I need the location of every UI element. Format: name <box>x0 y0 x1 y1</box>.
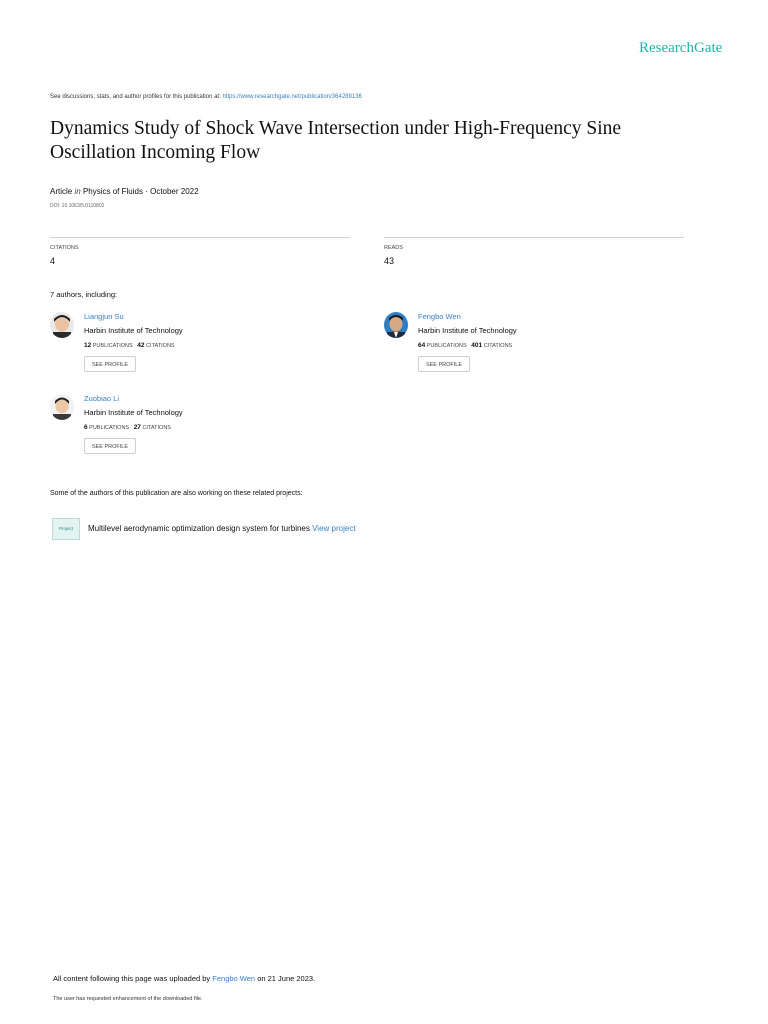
author-card <box>50 312 350 382</box>
journal-name: Physics of Fluids <box>82 187 143 196</box>
publications-label: PUBLICATIONS <box>426 343 467 349</box>
upload-note <box>53 974 315 983</box>
author-name[interactable]: Zuobiao Li <box>84 394 120 403</box>
author-name[interactable]: Fengbo Wen <box>418 312 461 321</box>
citations-label: CITATIONS <box>146 343 175 349</box>
publications-label: PUBLICATIONS <box>89 425 130 431</box>
enhancement-note: The user has requested enhancement of the downloaded file. <box>53 996 203 1002</box>
reads-divider <box>384 237 684 238</box>
publication-date: · October 2022 <box>145 187 199 196</box>
avatar[interactable] <box>50 394 74 420</box>
publications-label: PUBLICATIONS <box>92 343 133 349</box>
reads-label: READS <box>384 245 403 251</box>
see-profile-button[interactable]: SEE PROFILE <box>84 438 136 454</box>
project-entry <box>88 524 356 533</box>
citations-divider <box>50 237 350 238</box>
see-profile-button[interactable]: SEE PROFILE <box>418 356 470 372</box>
author-card <box>384 312 684 382</box>
publication-meta <box>50 187 199 196</box>
citations-label: CITATIONS <box>483 343 513 349</box>
publications-count: 12 <box>84 342 92 349</box>
title-line-1: Dynamics Study of Shock Wave Intersection under High-Frequency Sine <box>50 118 622 139</box>
title-line-2: Oscillation Incoming Flow <box>50 142 261 163</box>
uploader-link[interactable]: Fengbo Wen <box>212 974 256 983</box>
avatar[interactable] <box>50 312 74 338</box>
related-projects-heading: Some of the authors of this publication are also working on these related projects: <box>50 490 303 497</box>
author-institution: Harbin Institute of Technology <box>84 326 183 335</box>
author-stats <box>84 424 171 431</box>
author-institution: Harbin Institute of Technology <box>84 408 183 417</box>
citations-label: CITATIONS <box>50 245 79 251</box>
citations-count: 27 <box>133 424 141 431</box>
researchgate-logo[interactable]: ResearchGate <box>639 40 723 56</box>
author-name[interactable]: Liangjun Su <box>84 312 124 321</box>
publications-count: 6 <box>84 424 88 431</box>
author-stats <box>84 342 175 349</box>
discussion-prefix: See discussions, stats, and author profiles for this publication at: <box>50 94 223 100</box>
avatar[interactable] <box>384 312 408 338</box>
view-project-link[interactable]: View project <box>312 524 356 533</box>
author-institution: Harbin Institute of Technology <box>418 326 517 335</box>
discussion-note <box>50 94 362 100</box>
upload-suffix: on 21 June 2023. <box>257 974 316 983</box>
author-stats <box>418 342 512 349</box>
citations-value: 4 <box>50 256 56 266</box>
citations-count: 42 <box>137 342 145 349</box>
project-title: Multilevel aerodynamic optimization design system for turbines <box>88 524 310 533</box>
upload-prefix: All content following this page was uploaded by <box>53 974 211 983</box>
in-word: in <box>74 187 81 196</box>
see-profile-button[interactable]: SEE PROFILE <box>84 356 136 372</box>
author-card <box>50 394 350 464</box>
authors-heading: 7 authors, including: <box>50 290 118 299</box>
publications-count: 64 <box>418 342 426 349</box>
citations-label: CITATIONS <box>142 425 171 431</box>
article-type: Article <box>50 187 73 196</box>
citations-count: 401 <box>471 342 483 349</box>
publication-title <box>50 117 690 165</box>
project-icon[interactable]: Project <box>52 518 80 540</box>
publication-url-link[interactable]: https://www.researchgate.net/publication/364289136 <box>222 94 362 100</box>
reads-value: 43 <box>384 256 395 266</box>
doi: DOI: 10.1063/5.0110802 <box>50 203 105 209</box>
